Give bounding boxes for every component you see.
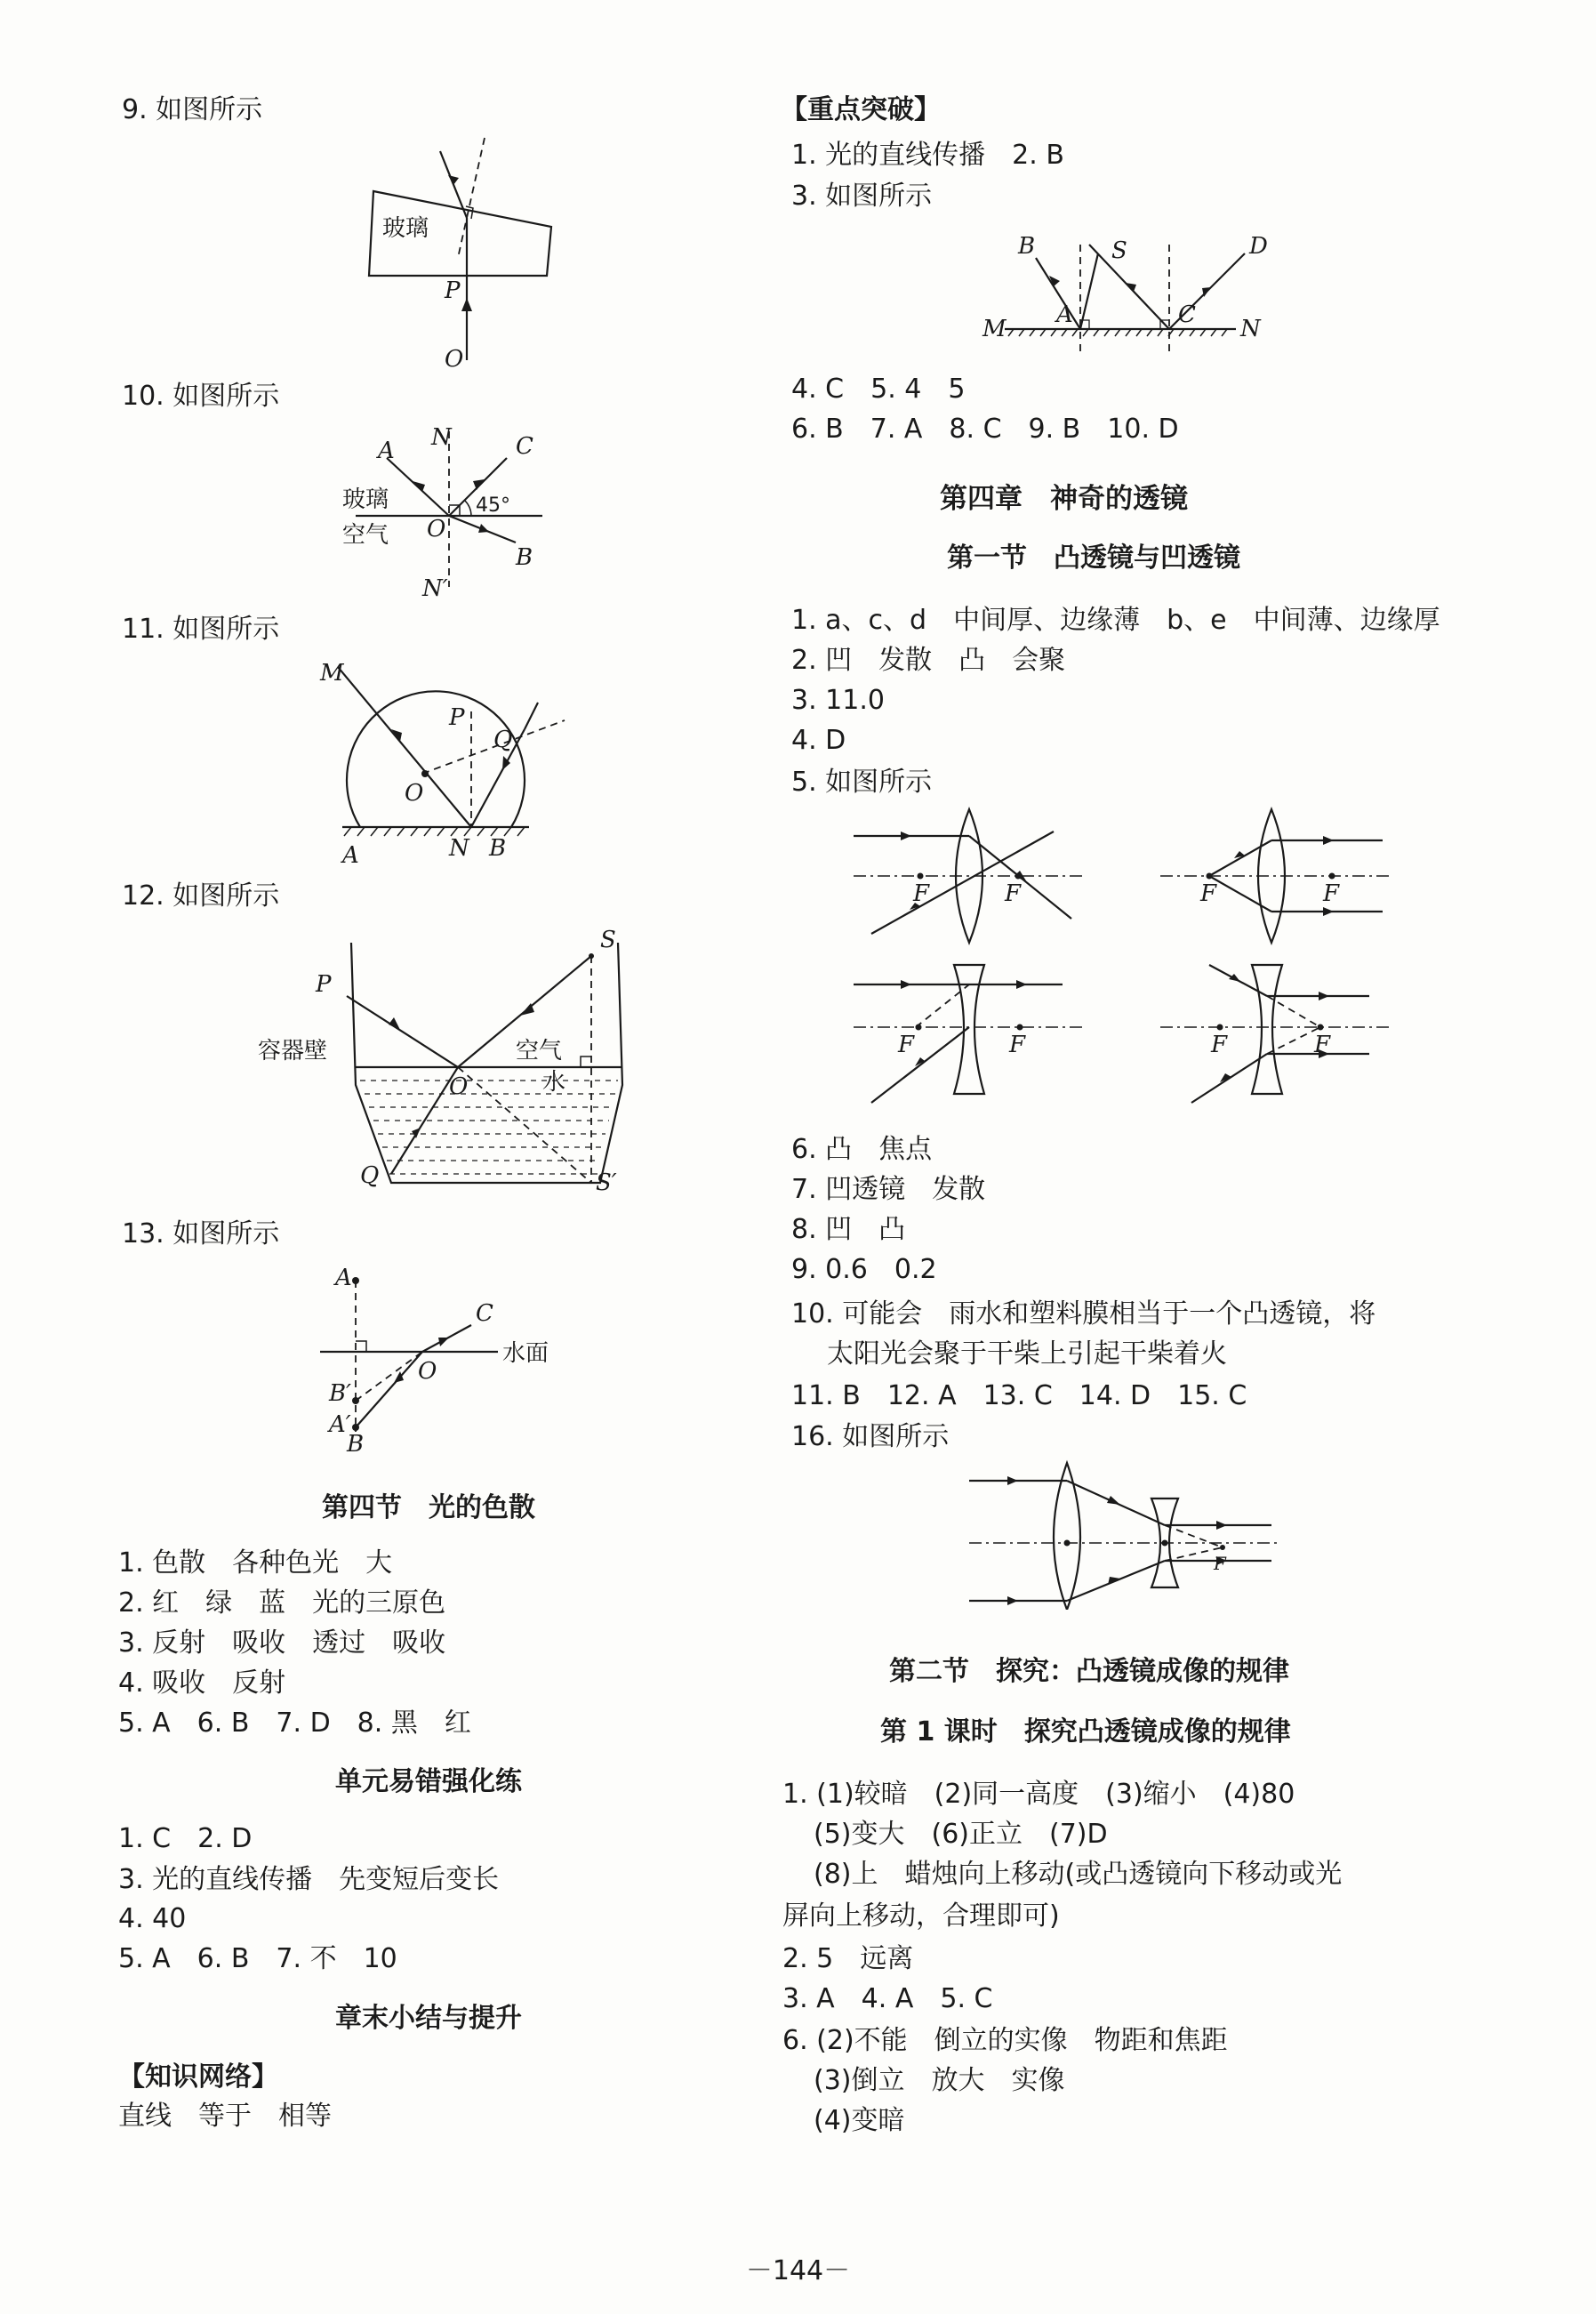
svg-text:F: F xyxy=(1323,880,1340,907)
key-more-line: 6. B 7. A 8. C 9. B 10. D xyxy=(791,414,1179,445)
refracted-ray xyxy=(391,1067,458,1174)
svg-text:P: P xyxy=(449,704,465,731)
lesson1-line: (5)变大 (6)正立 (7)D xyxy=(814,1819,1108,1850)
svg-text:A: A xyxy=(335,1265,352,1291)
container-wall xyxy=(351,943,622,1183)
q9-figure xyxy=(356,133,569,374)
svg-text:S: S xyxy=(1111,237,1127,264)
svg-text:D: D xyxy=(1249,233,1268,260)
unit-line: 4. 40 xyxy=(118,1903,187,1934)
concave-lens-figure-2 xyxy=(1156,956,1396,1107)
s1-more-line: 11. B 12. A 13. C 14. D 15. C xyxy=(791,1380,1247,1411)
concave-lens xyxy=(1252,965,1282,1094)
svg-text:空气: 空气 xyxy=(342,522,389,549)
svg-text:Q: Q xyxy=(360,1162,380,1189)
svg-text:A: A xyxy=(1056,301,1073,328)
sec4-line: 3. 反射 吸收 透过 吸收 xyxy=(118,1627,446,1659)
s1-more-line: 6. 凸 焦点 xyxy=(791,1134,933,1165)
q11-figure xyxy=(311,649,578,872)
unit-line: 1. C 2. D xyxy=(118,1823,253,1854)
s1-more-line: 10. 可能会 雨水和塑料膜相当于一个凸透镜，将 xyxy=(791,1298,1376,1330)
lesson1-line: 2. 5 远离 xyxy=(782,1943,914,1974)
semicircle-glass xyxy=(347,691,525,827)
lesson1-line: 3. A 4. A 5. C xyxy=(782,1983,993,2014)
svg-text:容器壁: 容器壁 xyxy=(258,1038,328,1065)
svg-text:A: A xyxy=(378,438,395,464)
sec4-line: 2. 红 绿 蓝 光的三原色 xyxy=(118,1587,446,1619)
svg-text:C: C xyxy=(476,1300,493,1327)
s1-more-line: 8. 凹 凸 xyxy=(791,1214,906,1245)
q9-label: 9. 如图所示 xyxy=(122,94,263,125)
knowledge-net-title: 【知识网络】 xyxy=(118,2061,278,2093)
q16-figure xyxy=(965,1458,1285,1610)
s1-more-line: 太阳光会聚于干柴上引起干柴着火 xyxy=(827,1338,1227,1370)
reflected-ray xyxy=(347,996,458,1067)
convex-lens-figure-1 xyxy=(849,805,1089,947)
svg-text:Q: Q xyxy=(493,727,513,753)
ray-S-C xyxy=(1089,245,1169,329)
lesson1-line: 6. (2)不能 倒立的实像 物距和焦距 xyxy=(782,2025,1228,2056)
lesson1-line: (8)上 蜡烛向上移动(或凸透镜向下移动或光 xyxy=(814,1859,1343,1890)
svg-text:B: B xyxy=(516,544,533,571)
key-line: 3. 如图所示 xyxy=(791,181,933,212)
refracted-ray xyxy=(356,1352,422,1427)
q12-label: 12. 如图所示 xyxy=(122,880,280,912)
svg-text:F: F xyxy=(1211,1032,1228,1058)
unit-line: 5. A 6. B 7. 不 10 xyxy=(118,1943,397,1974)
svg-text:F: F xyxy=(898,1032,915,1058)
section2-title: 第二节 探究：凸透镜成像的规律 xyxy=(889,1656,1289,1687)
q12-figure xyxy=(245,925,645,1192)
key-more-line: 4. C 5. 4 5 xyxy=(791,374,966,405)
svg-text:O: O xyxy=(449,1073,469,1100)
chapter-summary-title: 章末小结与提升 xyxy=(335,2003,522,2034)
svg-text:O: O xyxy=(405,780,424,807)
svg-text:P: P xyxy=(316,971,332,998)
sec4-line: 5. A 6. B 7. D 8. 黑 红 xyxy=(118,1707,471,1739)
svg-text:C: C xyxy=(516,433,533,460)
s1-more-line: 7. 凹透镜 发散 xyxy=(791,1174,986,1205)
lesson1-title: 第 1 课时 探究凸透镜成像的规律 xyxy=(880,1716,1291,1748)
sec4-line: 1. 色散 各种色光 大 xyxy=(118,1547,393,1579)
s1-line: 3. 11.0 xyxy=(791,685,885,716)
svg-text:N′: N′ xyxy=(422,575,448,600)
lesson1-line: 屏向上移动，合理即可) xyxy=(782,1900,1060,1932)
svg-text:A: A xyxy=(342,842,359,869)
svg-text:C: C xyxy=(1178,301,1196,328)
ray-S-A xyxy=(1080,253,1098,329)
svg-text:F: F xyxy=(1009,1032,1026,1058)
section4-title: 第四节 光的色散 xyxy=(322,1492,535,1523)
svg-text:B: B xyxy=(347,1431,365,1454)
convex-lens-figure-2 xyxy=(1156,805,1396,947)
q10-label: 10. 如图所示 xyxy=(122,381,280,412)
svg-text:B: B xyxy=(1018,233,1036,260)
svg-text:S: S xyxy=(600,927,616,953)
q10-figure xyxy=(338,422,551,600)
section1-title: 第一节 凸透镜与凹透镜 xyxy=(947,542,1240,574)
svg-text:水面: 水面 xyxy=(502,1340,549,1367)
q11-label: 11. 如图所示 xyxy=(122,614,280,645)
svg-text:玻璃: 玻璃 xyxy=(342,486,389,513)
s1-line: 2. 凹 发散 凸 会聚 xyxy=(791,645,1066,676)
svg-text:M: M xyxy=(982,316,1007,342)
svg-text:O: O xyxy=(418,1358,437,1385)
svg-text:空气: 空气 xyxy=(516,1038,563,1065)
svg-text:F: F xyxy=(1200,880,1217,907)
normal-line xyxy=(458,138,485,258)
s1-line: 5. 如图所示 xyxy=(791,767,933,798)
svg-text:F: F xyxy=(913,880,930,907)
sec4-line: 4. 吸收 反射 xyxy=(118,1667,286,1699)
svg-text:M: M xyxy=(320,660,344,687)
unit-line: 3. 光的直线传播 先变短后变长 xyxy=(118,1864,500,1895)
svg-text:N: N xyxy=(431,424,452,451)
svg-text:F: F xyxy=(1005,880,1022,907)
key3-figure xyxy=(978,222,1298,356)
key-breakthrough-title: 【重点突破】 xyxy=(781,94,941,125)
knowledge-net-answer: 直线 等于 相等 xyxy=(118,2101,332,2132)
page-number: －144－ xyxy=(745,2255,851,2286)
svg-text:O: O xyxy=(427,516,446,542)
key-line: 1. 光的直线传播 2. B xyxy=(791,140,1064,171)
s1-more-line: 9. 0.6 0.2 xyxy=(791,1254,937,1285)
svg-text:B: B xyxy=(489,835,507,862)
svg-text:N: N xyxy=(449,835,469,862)
svg-text:O: O xyxy=(445,346,464,373)
q13-label: 13. 如图所示 xyxy=(122,1218,280,1249)
s1-line: 1. a、c、d 中间厚、边缘薄 b、e 中间薄、边缘厚 xyxy=(791,605,1440,636)
s1-line: 4. D xyxy=(791,725,846,756)
svg-text:N: N xyxy=(1240,316,1261,342)
chapter4-title: 第四章 神奇的透镜 xyxy=(940,483,1188,515)
lesson1-line: 1. (1)较暗 (2)同一高度 (3)缩小 (4)80 xyxy=(782,1779,1295,1810)
unit-review-title: 单元易错强化练 xyxy=(335,1766,522,1797)
q13-figure xyxy=(316,1254,582,1454)
lesson1-line: (3)倒立 放大 实像 xyxy=(814,2065,1065,2096)
glass-label: 玻璃 xyxy=(382,215,429,242)
svg-text:水: 水 xyxy=(542,1069,566,1096)
concave-lens-figure-1 xyxy=(849,956,1089,1107)
svg-text:S′: S′ xyxy=(596,1169,617,1192)
svg-text:A′: A′ xyxy=(329,1411,351,1438)
svg-text:45°: 45° xyxy=(476,494,510,517)
svg-text:F: F xyxy=(1214,1553,1226,1574)
svg-text:F: F xyxy=(1314,1032,1331,1058)
s1-more-line: 16. 如图所示 xyxy=(791,1421,950,1452)
svg-text:B′: B′ xyxy=(329,1380,352,1407)
svg-text:P: P xyxy=(445,277,461,304)
lesson1-line: (4)变暗 xyxy=(814,2105,905,2136)
